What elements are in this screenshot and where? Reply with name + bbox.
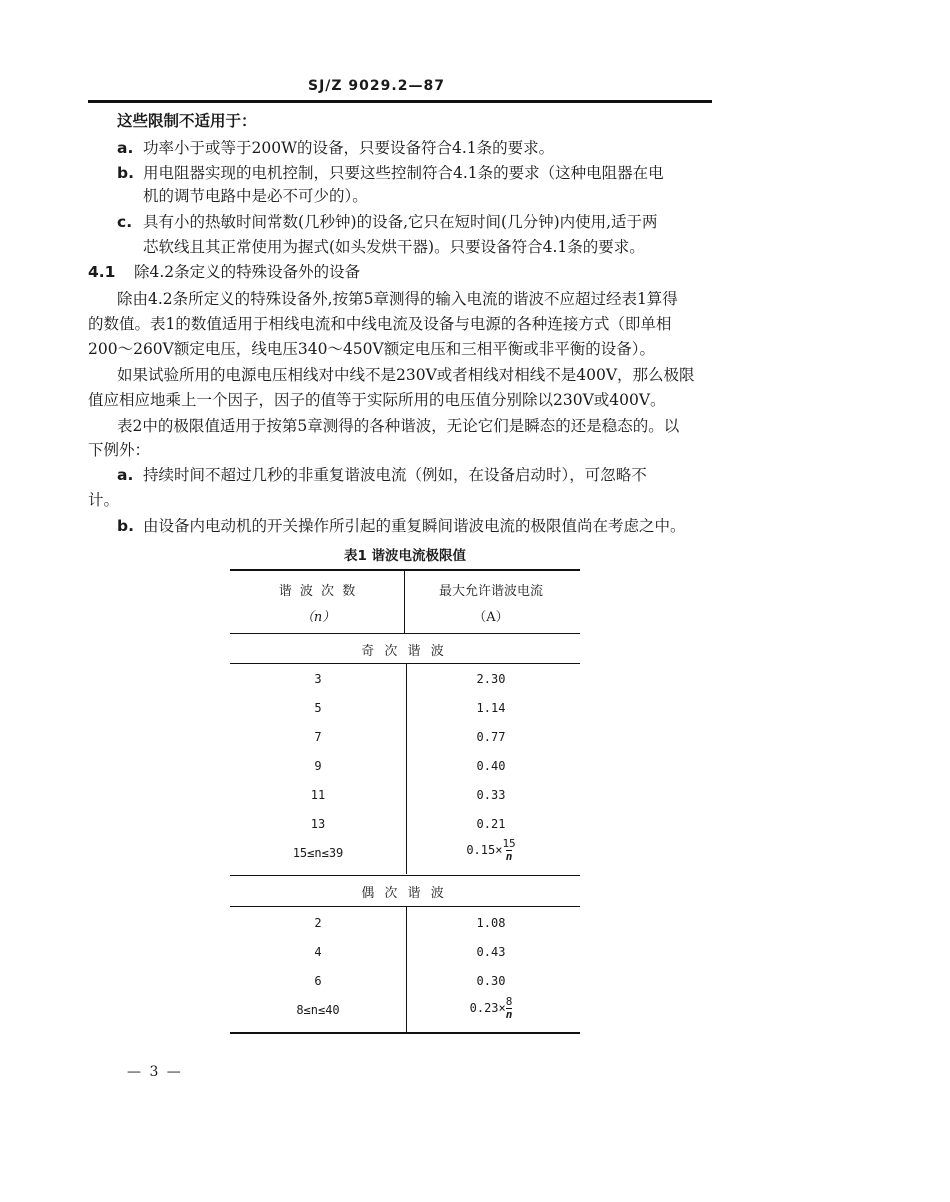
exception-a-line2: 计。	[88, 491, 120, 509]
exception-b-text: 由设备内电动机的开关操作所引起的重复瞬间谐波电流的极限值尚在考虑之中。	[143, 517, 686, 535]
exception-b	[117, 516, 686, 536]
para3-line1: 表2中的极限值适用于按第5章测得的各种谐波，无论它们是瞬态的还是稳态的。以	[117, 417, 680, 435]
item-c-label: c.	[117, 213, 133, 231]
odd-max-current: 0.21	[476, 817, 506, 831]
odd-title-rule	[230, 663, 580, 664]
exception-a-label: a.	[117, 466, 134, 484]
col1-subheader: （n）	[300, 610, 336, 625]
item-a	[117, 138, 554, 158]
para1-line1: 除由4.2条所定义的特殊设备外,按第5章测得的输入电流的谐波不应超过经表1算得	[117, 290, 678, 308]
even-range-fraction	[506, 996, 513, 1021]
section-number: 4.1	[88, 263, 116, 281]
odd-max-current: 2.30	[476, 672, 506, 686]
col1-header: 谐 波 次 数	[278, 584, 358, 599]
table-caption: 表1 谐波电流极限值	[343, 548, 467, 564]
item-c	[117, 212, 658, 232]
odd-harmonic-order: 5	[314, 701, 322, 715]
item-a-text: 功率小于或等于200W的设备，只要设备符合4.1条的要求。	[143, 139, 555, 157]
even-title-rule	[230, 906, 580, 907]
header-bottom-rule	[230, 633, 580, 634]
para3-line2: 下例外：	[88, 441, 151, 459]
item-c-line2: 芯软线且其正常使用为握式(如头发烘干器)。只要设备符合4.1条的要求。	[143, 238, 645, 256]
doc-header: SJ/Z 9029.2—87	[308, 78, 445, 94]
odd-harmonic-order: 7	[314, 730, 322, 744]
table-top-rule	[230, 569, 580, 571]
odd-section-title: 奇 次 谐 波	[361, 644, 447, 659]
even-range-n: 8≤n≤40	[296, 1003, 340, 1017]
para2-line2: 值应相应地乘上一个因子，因子的值等于实际所用的电压值分别除以230V或400V。	[88, 391, 666, 409]
item-a-label: a.	[117, 139, 134, 157]
odd-harmonic-order: 13	[310, 817, 326, 831]
item-b-label: b.	[117, 164, 134, 182]
odd-harmonic-order: 9	[314, 759, 322, 773]
even-section-title: 偶 次 谐 波	[361, 886, 447, 901]
even-harmonic-order: 2	[314, 916, 322, 930]
odd-harmonic-order: 3	[314, 672, 322, 686]
odd-max-current: 0.77	[476, 730, 506, 744]
even-range-value	[406, 996, 576, 1021]
even-range-numerator: 8	[505, 995, 513, 1008]
section-heading	[88, 262, 360, 282]
item-c-line1: 具有小的热敏时间常数(几秒钟)的设备,它只在短时间(几分钟)内使用,适于两	[143, 213, 658, 231]
item-b	[117, 163, 664, 183]
even-range-denominator: n	[505, 1008, 513, 1021]
header-rule	[88, 100, 712, 103]
even-max-current: 0.43	[476, 945, 506, 959]
item-b-line2: 机的调节电路中是必不可少的）。	[143, 187, 368, 205]
para1-line2: 的数值。表1的数值适用于相线电流和中线电流及设备与电源的各种连接方式（即单相	[88, 315, 672, 333]
odd-range-numerator: 15	[502, 837, 516, 850]
even-range-coef: 0.23×	[469, 1001, 506, 1015]
even-max-current: 0.30	[476, 974, 506, 988]
even-harmonic-order: 4	[314, 945, 322, 959]
odd-max-current: 1.14	[476, 701, 506, 715]
exception-a-line1: 持续时间不超过几秒的非重复谐波电流（例如，在设备启动时），可忽略不	[143, 466, 647, 484]
odd-range-n: 15≤n≤39	[292, 846, 344, 860]
odd-range-value	[406, 838, 576, 863]
item-b-line1: 用电阻器实现的电机控制，只要这些控制符合4.1条的要求（这种电阻器在电	[143, 164, 664, 182]
odd-max-current: 0.33	[476, 788, 506, 802]
odd-max-current: 0.40	[476, 759, 506, 773]
even-harmonic-order: 6	[314, 974, 322, 988]
para1-line3: 200～260V额定电压，线电压340～450V额定电压和三相平衡或非平衡的设备）。	[88, 340, 655, 358]
exception-a	[117, 465, 647, 485]
col2-header: 最大允许谐波电流	[438, 584, 543, 599]
odd-range-coef: 0.15×	[466, 843, 503, 857]
even-max-current: 1.08	[476, 916, 506, 930]
odd-harmonic-order: 11	[310, 788, 326, 802]
section-title: 除4.2条定义的特殊设备外的设备	[134, 263, 361, 281]
col2-subheader: （A）	[473, 610, 509, 625]
odd-range-denominator: n	[505, 850, 513, 863]
para2-line1: 如果试验所用的电源电压相线对中线不是230V或者相线对相线不是400V，那么极限	[117, 366, 695, 384]
odd-range-fraction	[502, 838, 515, 863]
intro-text: 这些限制不适用于：	[117, 111, 257, 130]
header-divider	[404, 571, 405, 633]
page-number: — 3 —	[127, 1064, 183, 1080]
odd-bottom-rule	[230, 875, 580, 876]
table-bottom-rule	[230, 1032, 580, 1034]
exception-b-label: b.	[117, 517, 134, 535]
